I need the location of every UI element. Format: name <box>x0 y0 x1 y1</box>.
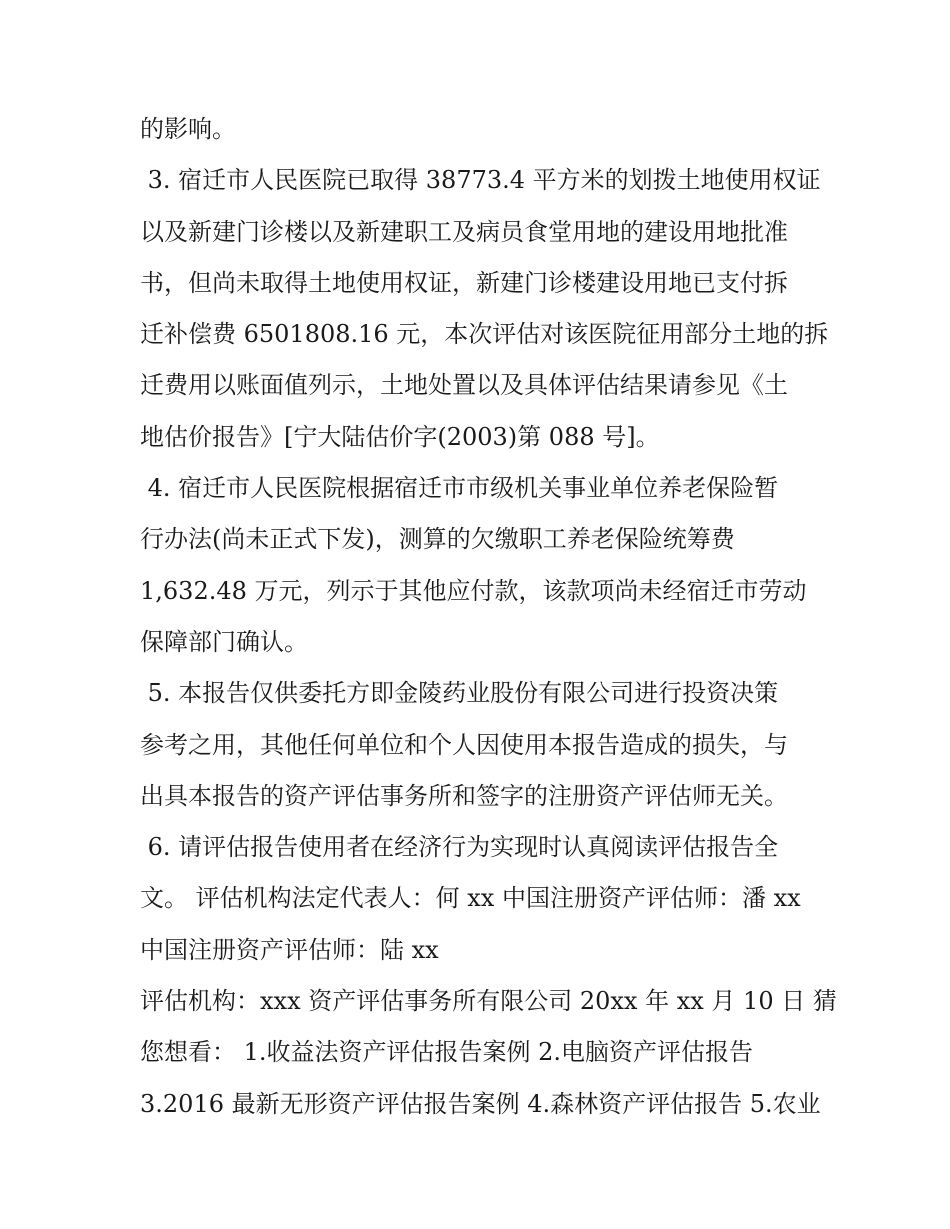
text-line: 行办法(尚未正式下发)，测算的欠缴职工养老保险统筹费 <box>140 525 735 554</box>
text-line: 参考之用，其他任何单位和个人因使用本报告造成的损失，与 <box>140 730 788 759</box>
text-line: 书，但尚未取得土地使用权证，新建门诊楼建设用地已支付拆 <box>140 268 788 297</box>
text-line: 出具本报告的资产评估事务所和签字的注册资产评估师无关。 <box>140 781 788 810</box>
text-line: 4. 宿迁市人民医院根据宿迁市市级机关事业单位养老保险暂 <box>140 474 779 503</box>
text-line: 以及新建门诊楼以及新建职工及病员食堂用地的建设用地批准 <box>140 217 788 246</box>
text-line: 3.2016 最新无形资产评估报告案例 4.森林资产评估报告 5.农业 <box>140 1089 821 1118</box>
text-line: 1,632.48 万元，列示于其他应付款，该款项尚未经宿迁市劳动 <box>140 576 807 605</box>
text-line: 您想看： 1.收益法资产评估报告案例 2.电脑资产评估报告 <box>140 1038 754 1067</box>
text-line: 保障部门确认。 <box>140 627 308 656</box>
text-line: 中国注册资产评估师：陆 xx <box>140 935 439 964</box>
text-line: 的影响。 <box>140 115 236 143</box>
text-line: 6. 请评估报告使用者在经济行为实现时认真阅读评估报告全 <box>140 833 779 862</box>
document-body <box>140 104 840 1130</box>
text-line: 3. 宿迁市人民医院已取得 38773.4 平方米的划拨土地使用权证 <box>140 166 821 195</box>
text-line: 5. 本报告仅供委托方即金陵药业股份有限公司进行投资决策 <box>140 679 779 708</box>
text-line: 地估价报告》[宁大陆估价字(2003)第 088 号]。 <box>140 422 660 451</box>
text-line: 评估机构：xxx 资产评估事务所有限公司 20xx 年 xx 月 10 日 猜 <box>140 987 837 1016</box>
text-line: 迁补偿费 6501808.16 元，本次评估对该医院征用部分土地的拆 <box>140 320 829 349</box>
text-line: 迁费用以账面值列示，土地处置以及具体评估结果请参见《土 <box>140 371 788 400</box>
text-line: 文。 评估机构法定代表人：何 xx 中国注册资产评估师：潘 xx <box>140 884 801 913</box>
